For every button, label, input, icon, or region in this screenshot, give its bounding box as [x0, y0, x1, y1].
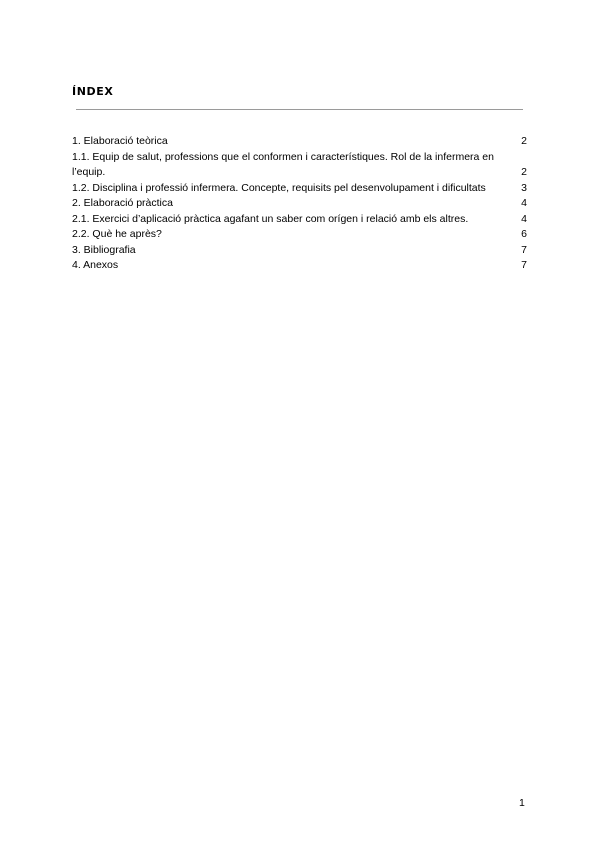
- toc-entry[interactable]: [72, 212, 527, 228]
- toc-entry-text: 1.2. Disciplina i professió infermera. Concepte, requisits pel desenvolupament i dificultats: [72, 181, 486, 194]
- toc-entry-page: 3: [521, 181, 527, 194]
- toc-entry-page: 7: [521, 259, 527, 271]
- toc-entry-page: 2: [521, 166, 527, 178]
- toc-entry-text: 2.2. Què he après?: [72, 228, 162, 240]
- toc-entry[interactable]: [72, 150, 527, 181]
- toc-entry-page: 4: [521, 212, 527, 225]
- toc-entry[interactable]: [72, 243, 527, 259]
- toc-entry-text: 4. Anexos: [72, 259, 119, 271]
- toc-entry-page: 7: [521, 243, 527, 256]
- toc-entry-text: 1. Elaboració teòrica: [72, 135, 168, 147]
- title-divider: [76, 109, 523, 110]
- toc-entry-page: 2: [521, 135, 527, 147]
- toc-entry[interactable]: [72, 227, 527, 243]
- toc-entry-text: 2.1. Exercici d’aplicació pràctica agafant un saber com orígen i relació amb els altres.: [72, 212, 469, 225]
- toc-entry-text: 1.1. Equip de salut, professions que el conformen i característiques. Rol de la infermera en l’equip.: [72, 150, 494, 178]
- toc-entry[interactable]: [72, 181, 527, 197]
- page-number: 1: [519, 797, 525, 809]
- toc-entry-page: 6: [521, 228, 527, 240]
- toc-entry[interactable]: [72, 258, 527, 274]
- toc-entry-text: 2. Elaboració pràctica: [72, 197, 173, 209]
- index-title: ÍNDEX: [72, 85, 114, 98]
- toc-entry[interactable]: [72, 134, 527, 150]
- toc-entry-page: 4: [521, 197, 527, 209]
- toc-entry[interactable]: [72, 196, 527, 212]
- toc-entry-text: 3. Bibliografia: [72, 243, 136, 256]
- table-of-contents: [72, 134, 527, 274]
